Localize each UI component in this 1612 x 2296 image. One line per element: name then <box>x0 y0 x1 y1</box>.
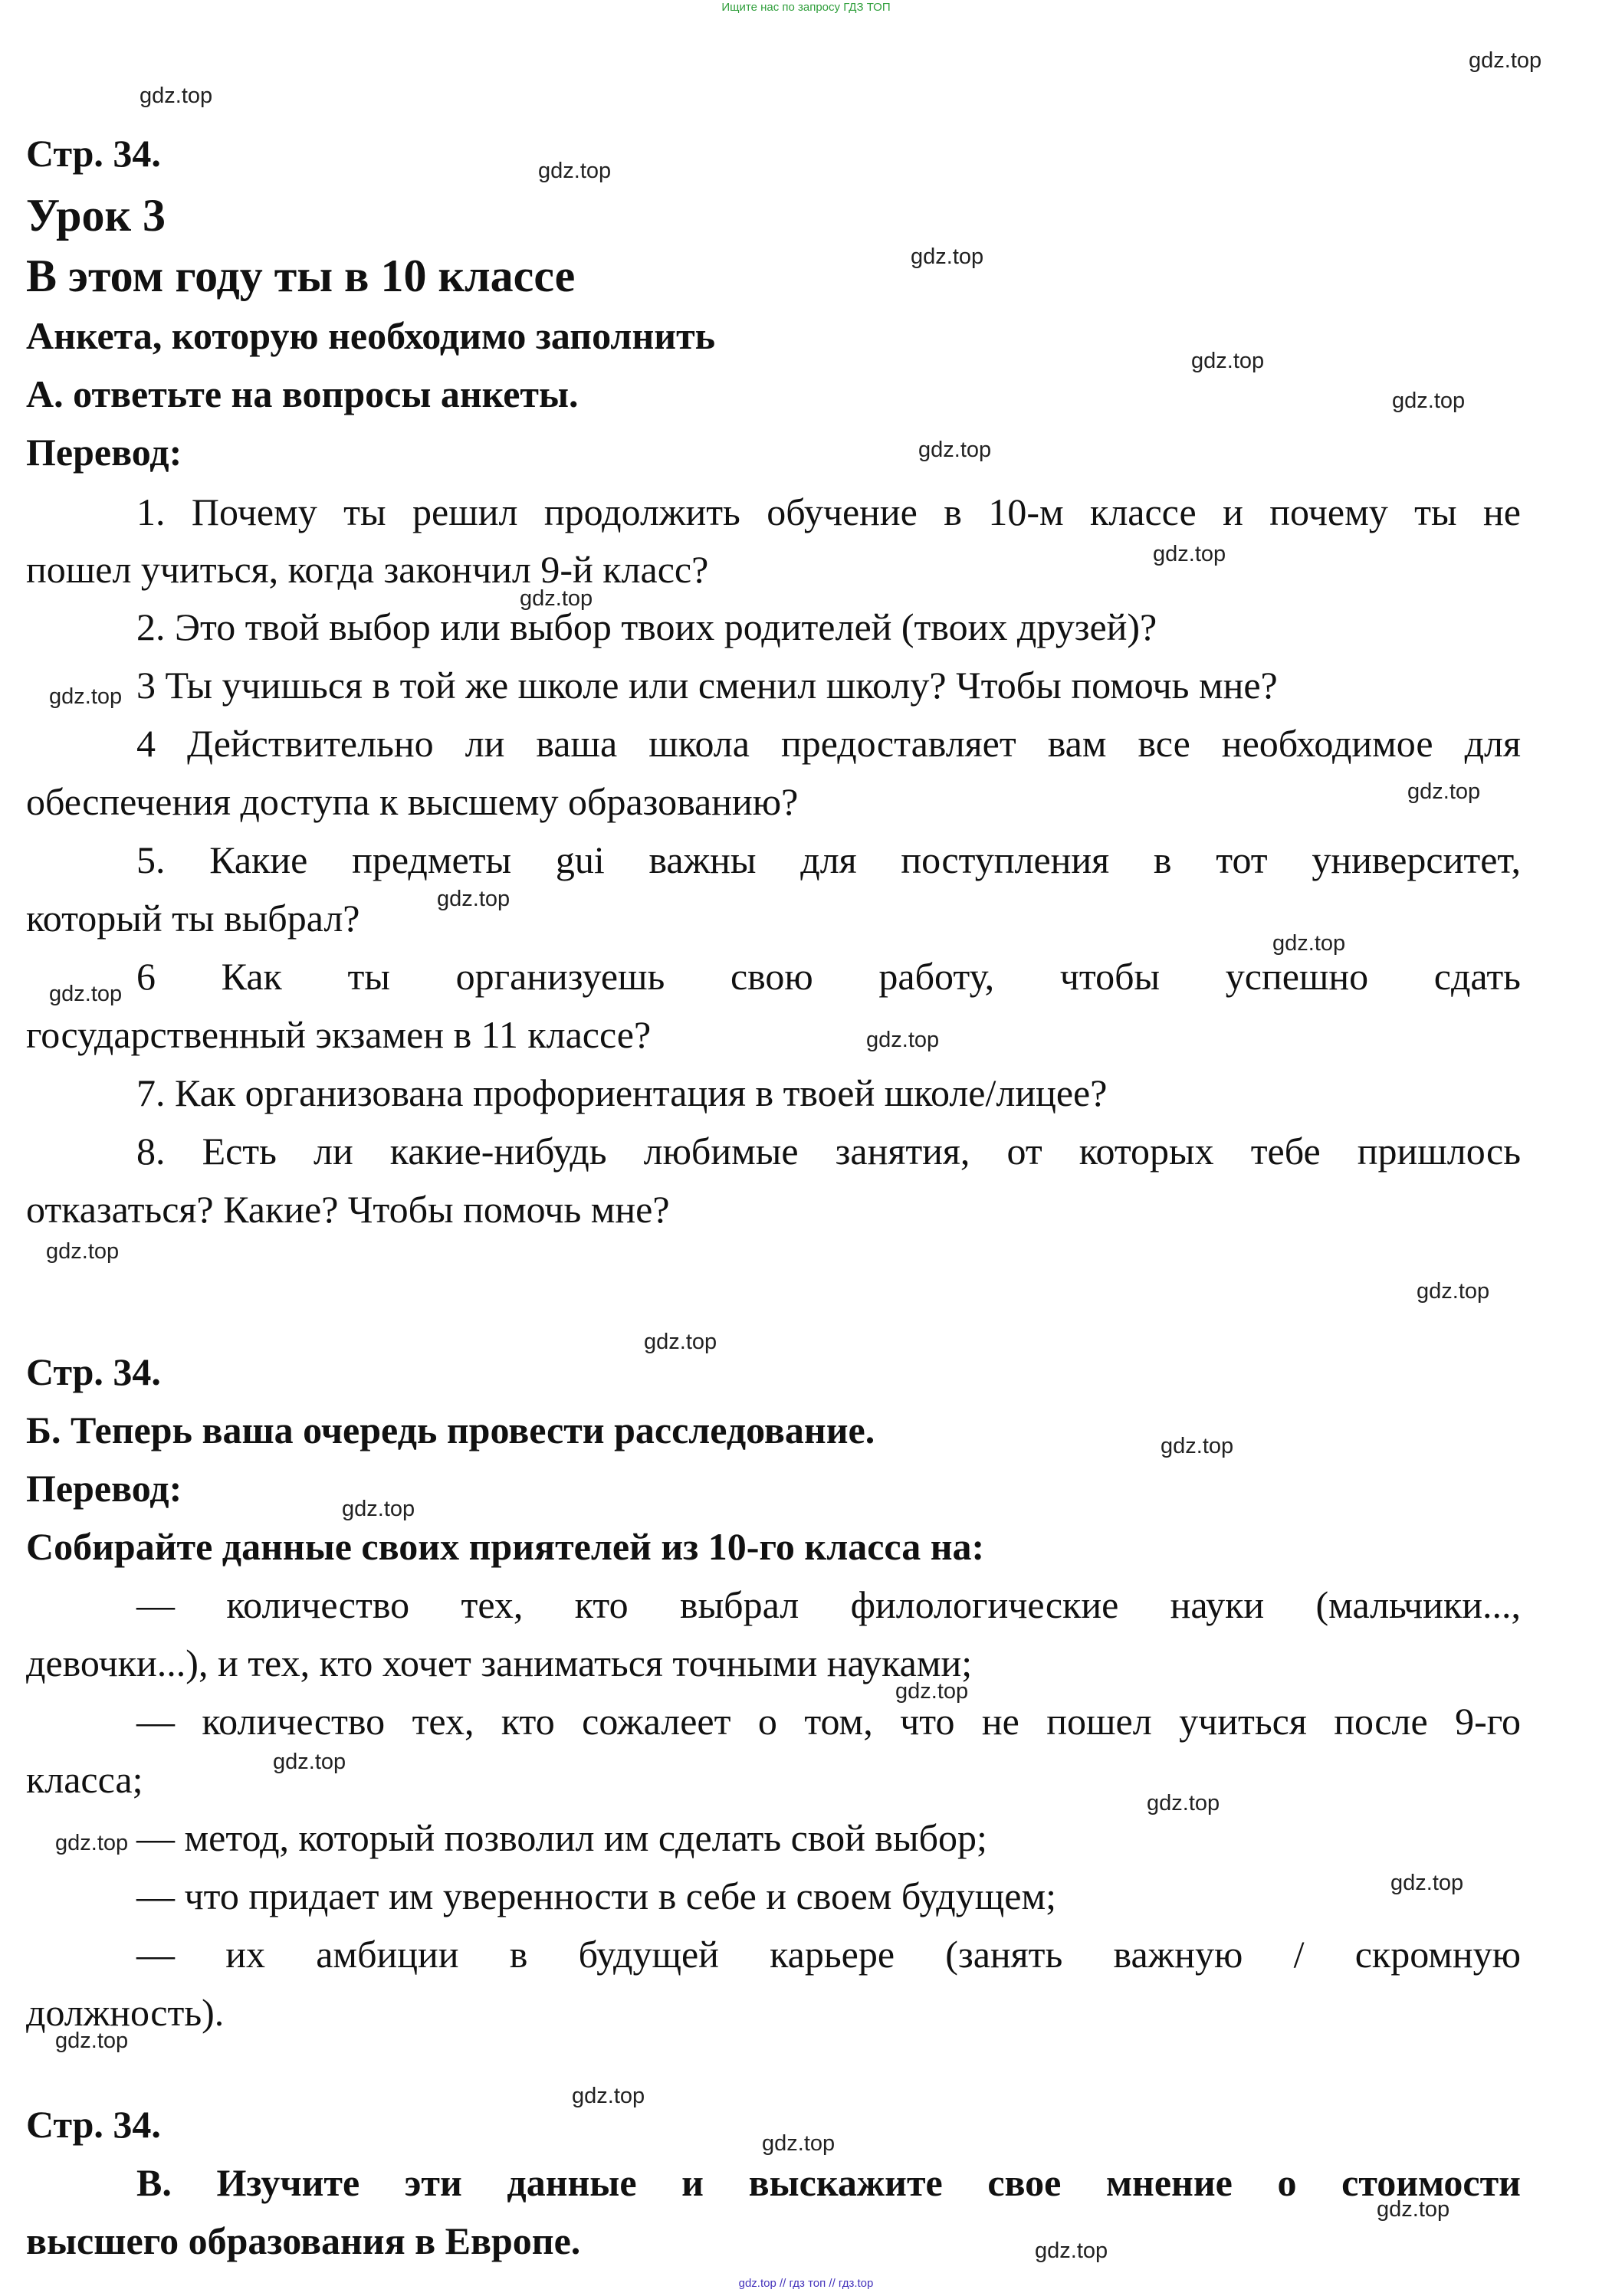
watermark: gdz.top <box>572 2084 645 2108</box>
watermark: gdz.top <box>342 1497 415 1521</box>
question-line: отказаться? Какие? Чтобы помочь мне? <box>26 1188 670 1231</box>
question-line: 3 Ты учишься в той же школе или сменил школу? Чтобы помочь мне? <box>136 664 1278 707</box>
watermark: gdz.top <box>538 159 612 183</box>
watermark: gdz.top <box>1407 779 1481 804</box>
lesson-heading: Урок 3 <box>26 190 166 241</box>
task-b-heading: Б. Теперь ваша очередь провести расследование. <box>26 1409 875 1451</box>
page-reference-3: Стр. 34. <box>26 2103 161 2146</box>
watermark: gdz.top <box>1147 1791 1220 1815</box>
list-line: класса; <box>26 1758 143 1801</box>
watermark: gdz.top <box>55 2029 129 2053</box>
watermark: gdz.top <box>895 1679 969 1704</box>
watermark: gdz.top <box>437 887 511 911</box>
questionnaire-subtitle: Анкета, которую необходимо заполнить <box>26 314 716 357</box>
task-b-intro: Собирайте данные своих приятелей из 10-го класса на: <box>26 1525 985 1568</box>
question-line: 8. Есть ли какие-нибудь любимые занятия, от которых тебе пришлось <box>136 1130 1521 1173</box>
lesson-title: В этом году ты в 10 классе <box>26 251 576 301</box>
translation-label-2: Перевод: <box>26 1467 182 1510</box>
question-line: государственный экзамен в 11 классе? <box>26 1013 652 1056</box>
page-reference-1: Стр. 34. <box>26 132 161 175</box>
question-line: 1. Почему ты решил продолжить обучение в 10-м классе и почему ты не <box>136 490 1521 533</box>
watermark: gdz.top <box>1390 1871 1464 1895</box>
list-line: — что придает им уверенности в себе и своем будущем; <box>136 1875 1056 1917</box>
list-line: — метод, который позволил им сделать свой выбор; <box>136 1816 987 1859</box>
question-line: 4 Действительно ли ваша школа предоставляет вам все необходимое для <box>136 722 1521 765</box>
watermark: gdz.top <box>520 586 593 611</box>
question-line: 7. Как организована профориентация в твоей школе/лицее? <box>136 1071 1108 1114</box>
question-line: 6 Как ты организуешь свою работу, чтобы успешно сдать <box>136 955 1521 998</box>
question-line: 2. Это твой выбор или выбор твоих родителей (твоих друзей)? <box>136 605 1157 648</box>
question-line: обеспечения доступа к высшему образованию? <box>26 780 799 823</box>
watermark: gdz.top <box>1469 48 1542 73</box>
watermark: gdz.top <box>46 1239 120 1264</box>
task-c-line: высшего образования в Европе. <box>26 2219 581 2262</box>
watermark: gdz.top <box>1035 2239 1108 2263</box>
task-a-heading: А. ответьте на вопросы анкеты. <box>26 372 579 415</box>
question-line: 5. Какие предметы gui важны для поступления в тот университет, <box>136 838 1521 881</box>
list-line: девочки...), и тех, кто хочет заниматься точными науками; <box>26 1642 973 1684</box>
watermark: gdz.top <box>1161 1434 1234 1458</box>
bottom-footer: gdz.top // гдз топ // гдз.top <box>738 2277 874 2290</box>
watermark: gdz.top <box>1377 2197 1450 2222</box>
watermark: gdz.top <box>140 84 213 108</box>
watermark: gdz.top <box>911 244 984 269</box>
watermark: gdz.top <box>762 2131 836 2156</box>
question-line: который ты выбрал? <box>26 897 360 940</box>
top-banner: Ищите нас по запросу ГДЗ ТОП <box>721 1 891 14</box>
watermark: gdz.top <box>918 438 992 462</box>
watermark: gdz.top <box>55 1831 129 1855</box>
watermark: gdz.top <box>644 1330 717 1354</box>
question-line: пошел учиться, когда закончил 9-й класс? <box>26 548 709 591</box>
list-line: — их амбиции в будущей карьере (занять важную / скромную <box>136 1933 1521 1976</box>
watermark: gdz.top <box>49 982 123 1006</box>
list-line: должность). <box>26 1991 225 2034</box>
watermark: gdz.top <box>1191 349 1265 373</box>
watermark: gdz.top <box>1272 931 1346 956</box>
translation-label-1: Перевод: <box>26 431 182 474</box>
watermark: gdz.top <box>1392 389 1466 413</box>
watermark: gdz.top <box>49 684 123 709</box>
page-reference-2: Стр. 34. <box>26 1350 161 1393</box>
list-line: — количество тех, кто выбрал филологические науки (мальчики..., <box>136 1583 1521 1626</box>
list-line: — количество тех, кто сожалеет о том, что не пошел учиться после 9-го <box>136 1700 1521 1743</box>
watermark: gdz.top <box>866 1028 940 1052</box>
watermark: gdz.top <box>1417 1279 1490 1304</box>
watermark: gdz.top <box>273 1750 346 1774</box>
watermark: gdz.top <box>1153 542 1226 566</box>
task-c-line: В. Изучите эти данные и выскажите свое мнение о стоимости <box>136 2161 1521 2204</box>
